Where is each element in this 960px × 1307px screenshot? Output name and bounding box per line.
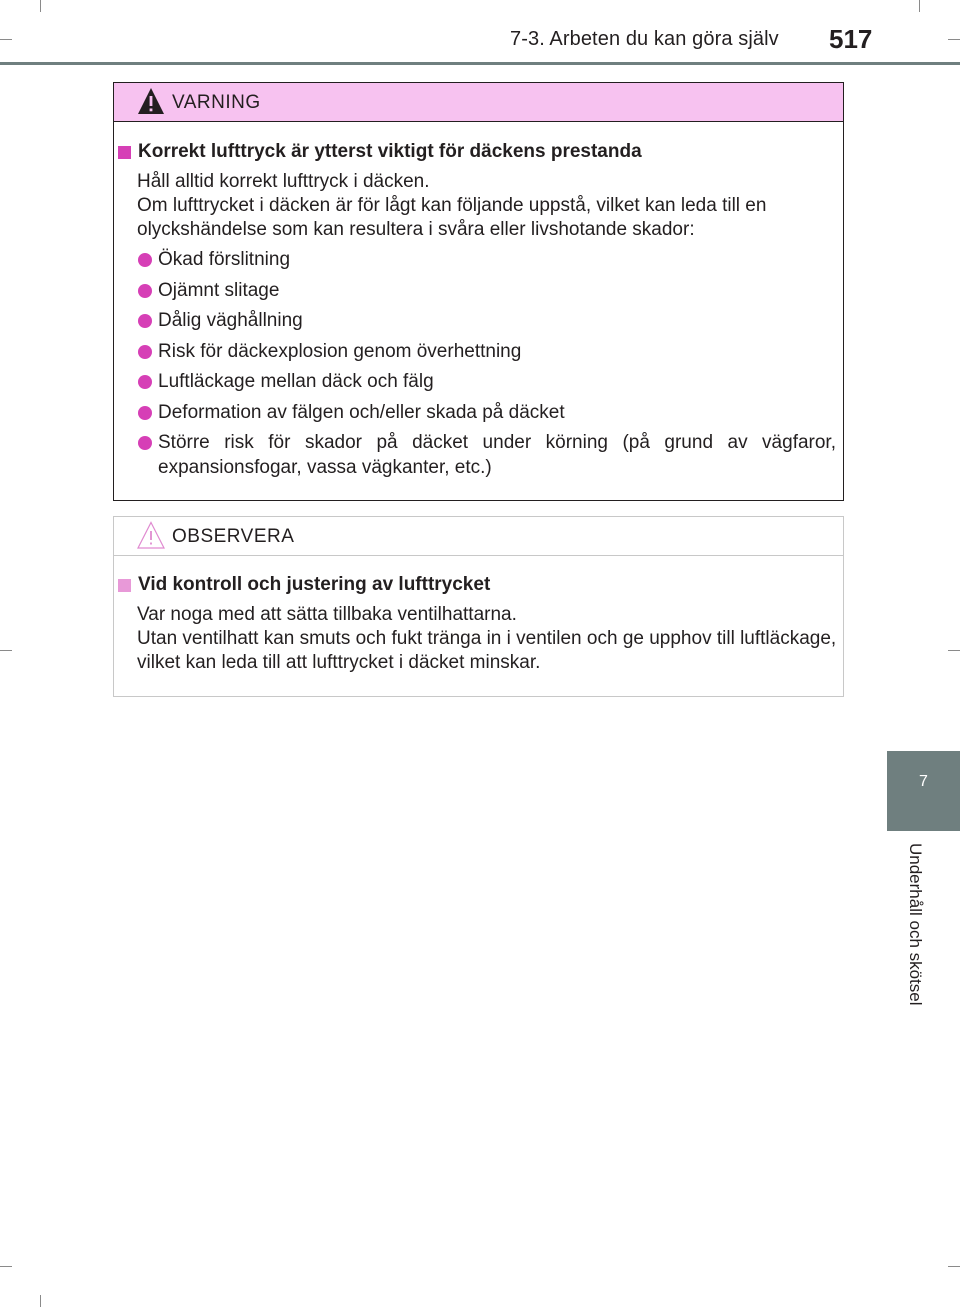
square-bullet-icon bbox=[118, 146, 131, 159]
list-item: Deformation av fälgen och/eller skada på däcket bbox=[138, 400, 836, 425]
list-item: Ojämnt slitage bbox=[138, 278, 836, 303]
crop-mark bbox=[40, 1295, 41, 1307]
bullet-dot-icon bbox=[138, 284, 152, 298]
list-item: Dålig väghållning bbox=[138, 308, 836, 333]
bullet-dot-icon bbox=[138, 345, 152, 359]
warning-box bbox=[113, 82, 844, 501]
crop-mark bbox=[0, 1266, 12, 1267]
warning-triangle-icon bbox=[136, 86, 166, 116]
notice-paragraph-1: Var noga med att sätta tillbaka ventilhattarna. bbox=[137, 604, 517, 625]
warning-paragraph-2: Om lufttrycket i däcken är för lågt kan följande uppstå, vilket kan leda till en olyckshändelse som kan resultera i svåra eller livshotande skador: bbox=[137, 195, 767, 240]
chapter-name: Underhåll och skötsel bbox=[906, 843, 925, 1006]
warning-paragraph-1: Håll alltid korrekt lufttryck i däcken. bbox=[137, 171, 430, 192]
crop-mark bbox=[948, 650, 960, 651]
crop-mark bbox=[40, 0, 41, 12]
warning-header bbox=[114, 83, 843, 122]
crop-mark bbox=[948, 39, 960, 40]
list-item: Större risk för skador på däcket under körning (på grund av vägfaror, expansionsfogar, vassa vägkanter, etc.) bbox=[138, 430, 836, 480]
crop-mark bbox=[919, 0, 920, 12]
notice-paragraph-2: Utan ventilhatt kan smuts och fukt tränga in i ventilen och ge upphov till luftläckage, vilket kan leda till att lufttrycket i däcket minskar. bbox=[137, 628, 837, 673]
crop-mark bbox=[0, 650, 12, 651]
warning-label: VARNING bbox=[172, 92, 261, 113]
chapter-side-label bbox=[905, 843, 929, 1043]
crop-mark bbox=[0, 39, 12, 40]
list-item: Risk för däckexplosion genom överhettning bbox=[138, 339, 836, 364]
bullet-dot-icon bbox=[138, 406, 152, 420]
chapter-title: 7-3. Arbeten du kan göra själv bbox=[510, 28, 779, 50]
caution-triangle-icon bbox=[136, 520, 166, 550]
list-item: Luftläckage mellan däck och fälg bbox=[138, 369, 836, 394]
notice-section-title bbox=[118, 574, 490, 596]
bullet-dot-icon bbox=[138, 314, 152, 328]
crop-mark bbox=[948, 1266, 960, 1267]
list-item: Ökad förslitning bbox=[138, 247, 836, 272]
header-rule bbox=[0, 62, 960, 65]
notice-section-title-text: Vid kontroll och justering av lufttrycket bbox=[138, 574, 491, 595]
page-number: 517 bbox=[829, 24, 873, 54]
bullet-dot-icon bbox=[138, 436, 152, 450]
bullet-dot-icon bbox=[138, 375, 152, 389]
notice-box bbox=[113, 516, 844, 697]
notice-label: OBSERVERA bbox=[172, 526, 295, 547]
warning-section-title bbox=[118, 141, 642, 163]
chapter-tab: 7 bbox=[887, 751, 960, 831]
bullet-dot-icon bbox=[138, 253, 152, 267]
square-bullet-icon bbox=[118, 579, 131, 592]
warning-section-title-text: Korrekt lufttryck är ytterst viktigt för däckens prestanda bbox=[138, 141, 642, 162]
notice-header bbox=[114, 517, 843, 556]
